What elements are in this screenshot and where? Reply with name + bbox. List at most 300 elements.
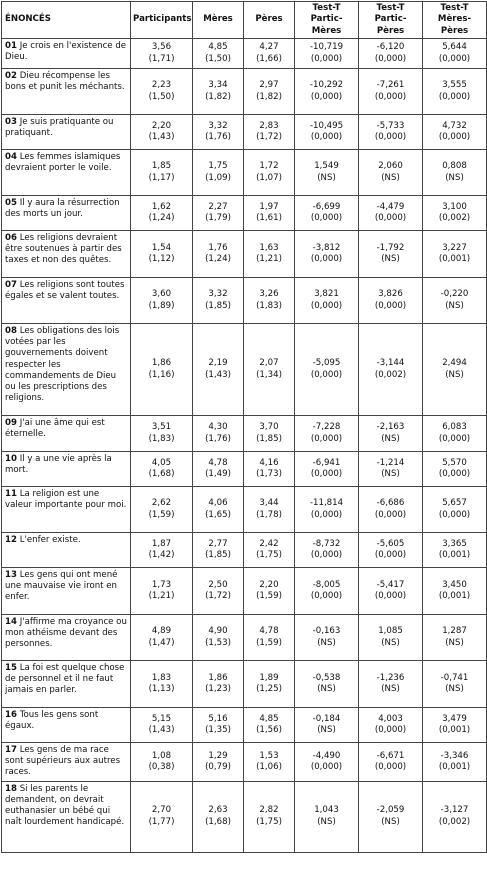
value-main: -3,144 (376, 358, 405, 369)
value-cell (359, 743, 423, 782)
column-header-line: ÉNONCÉS (5, 14, 51, 25)
value-cell (131, 150, 193, 196)
statement-number: 10 (5, 454, 17, 464)
value-main: -5,733 (376, 120, 405, 131)
value-secondary: (0,000) (438, 53, 471, 64)
column-header-line: Test-T (376, 3, 405, 14)
value-cell (423, 568, 487, 615)
value-cell (423, 69, 487, 115)
value-secondary: (0,000) (374, 300, 407, 311)
value-main: -6,686 (376, 498, 405, 509)
value-main: 4,003 (378, 713, 403, 724)
statement-cell (2, 533, 131, 568)
value-cell (423, 708, 487, 743)
value-cell (244, 452, 295, 487)
value-main: 5,15 (151, 713, 172, 724)
table-row (2, 416, 487, 452)
statement-number: 18 (5, 783, 17, 794)
value-cell (193, 615, 244, 661)
value-main: -6,941 (312, 457, 341, 468)
value-main: 2,20 (151, 120, 172, 131)
value-cell (131, 196, 193, 231)
value-main: 1,54 (151, 242, 172, 253)
statement-text: La foi est quelque chose de personnel et il ne faut jamais en parler. (5, 663, 125, 696)
statement-text: Il y a une vie après la mort. (5, 454, 112, 476)
value-secondary: (0,001) (438, 725, 471, 735)
value-secondary: (1,71) (148, 53, 175, 64)
value-main: 4,06 (208, 498, 228, 509)
value-main: 3,60 (151, 289, 172, 300)
value-secondary: (NS) (317, 816, 336, 827)
value-secondary: (0,002) (438, 213, 471, 223)
value-cell (131, 416, 193, 452)
statement-number: 14 (5, 617, 17, 627)
statement-text: Il y aura la résurrection des morts un jour. (5, 198, 120, 220)
value-main: -3,346 (440, 750, 469, 761)
value-main: 1,76 (208, 242, 228, 253)
value-secondary: (0,001) (438, 591, 471, 601)
value-secondary: (1,85) (205, 300, 231, 311)
value-cell (244, 196, 295, 231)
value-secondary: (0,000) (310, 761, 343, 772)
value-secondary: (0,000) (374, 591, 407, 601)
statement-cell (2, 781, 131, 852)
value-cell (244, 533, 295, 568)
value-secondary: (1,07) (256, 172, 282, 183)
value-secondary: (0,000) (374, 213, 407, 223)
statement-cell (2, 150, 131, 196)
value-secondary: (1,82) (205, 91, 231, 102)
value-secondary: (0,001) (438, 761, 471, 772)
value-secondary: (NS) (317, 725, 336, 735)
value-secondary: (0,000) (438, 433, 471, 444)
value-secondary: (1,68) (148, 469, 175, 479)
value-main: 1,89 (259, 672, 279, 683)
value-cell (131, 708, 193, 743)
value-secondary: (0,000) (374, 91, 407, 102)
value-cell (295, 661, 359, 708)
statement-text: L'enfer existe. (19, 535, 81, 545)
value-cell (244, 115, 295, 150)
value-secondary: (NS) (381, 172, 400, 183)
value-secondary: (NS) (381, 684, 400, 694)
value-cell (193, 661, 244, 708)
value-main: -3,127 (440, 805, 469, 816)
column-header-line: Pères (440, 25, 469, 36)
value-cell (131, 743, 193, 782)
statement-number: 05 (5, 198, 17, 208)
value-main: -1,236 (376, 672, 405, 683)
value-main: 2,83 (259, 120, 279, 131)
value-cell (131, 533, 193, 568)
statement-text: Si les parents le demandent, on devrait euthanasier un bébé qui naît lourdement handicapé. (5, 783, 125, 828)
statement-cell (2, 568, 131, 615)
value-main: 2,494 (442, 358, 467, 369)
statement-text: Les femmes islamiques devraient porter le voile. (5, 152, 121, 174)
value-secondary: (1,75) (256, 816, 282, 827)
value-secondary: (0,000) (374, 53, 407, 64)
value-cell (244, 69, 295, 115)
value-main: 3,555 (442, 80, 467, 91)
value-main: -4,490 (312, 750, 341, 761)
value-cell (295, 708, 359, 743)
value-main: -10,719 (309, 42, 344, 53)
value-cell (131, 487, 193, 533)
value-secondary: (NS) (381, 433, 400, 444)
column-header-line: Test-T (312, 3, 341, 14)
value-secondary: (1,53) (205, 637, 231, 648)
value-cell (423, 661, 487, 708)
value-secondary: (0,000) (310, 91, 343, 102)
value-main: 2,62 (151, 498, 172, 509)
value-main: 3,821 (314, 289, 339, 300)
column-header-line: Test-T (440, 3, 469, 14)
statement-cell (2, 196, 131, 231)
value-main: 1,75 (208, 161, 228, 172)
value-secondary: (1,49) (205, 469, 231, 479)
value-main: 2,42 (259, 538, 279, 549)
table-row (2, 568, 487, 615)
value-secondary: (1,35) (205, 725, 231, 735)
value-cell (423, 278, 487, 324)
value-secondary: (1,66) (256, 53, 282, 64)
value-cell (244, 278, 295, 324)
value-main: -5,417 (376, 579, 405, 590)
value-cell (131, 661, 193, 708)
value-cell (359, 150, 423, 196)
value-cell (359, 69, 423, 115)
statement-number: 08 (5, 326, 17, 336)
value-main: -3,812 (312, 242, 341, 253)
value-cell (131, 781, 193, 852)
value-main: 5,644 (442, 42, 467, 53)
value-main: 3,51 (151, 422, 172, 433)
value-cell (295, 150, 359, 196)
value-main: 3,100 (442, 201, 467, 212)
value-secondary: (1,68) (205, 816, 231, 827)
value-secondary: (1,85) (256, 433, 282, 444)
value-main: 3,56 (151, 42, 172, 53)
column-header-line: Participants (133, 14, 192, 25)
value-cell (423, 39, 487, 69)
value-main: 1,29 (208, 750, 228, 761)
value-main: -5,095 (312, 358, 341, 369)
table-row (2, 231, 487, 278)
column-header-line: Mères (203, 14, 233, 25)
value-secondary: (1,16) (148, 369, 175, 380)
value-main: 4,85 (259, 713, 279, 724)
value-main: 1,287 (442, 626, 467, 637)
value-main: 2,23 (151, 80, 172, 91)
value-main: -0,163 (312, 626, 341, 637)
value-cell (359, 533, 423, 568)
value-cell (193, 196, 244, 231)
statement-text: Je suis pratiquante ou pratiquant. (5, 117, 114, 139)
value-secondary: (0,000) (310, 469, 343, 479)
value-main: -6,671 (376, 750, 405, 761)
value-main: -8,005 (312, 579, 341, 590)
value-main: 4,85 (208, 42, 228, 53)
value-main: 3,479 (442, 713, 467, 724)
value-main: 2,07 (259, 358, 279, 369)
value-main: 1,62 (151, 201, 172, 212)
value-cell (244, 150, 295, 196)
value-secondary: (1,59) (256, 637, 282, 648)
value-cell (295, 69, 359, 115)
value-main: 4,05 (151, 457, 172, 468)
value-secondary: (0,001) (438, 550, 471, 560)
value-cell (131, 231, 193, 278)
value-cell (359, 196, 423, 231)
value-secondary: (0,000) (310, 369, 343, 380)
results-table (1, 1, 487, 853)
value-main: 1,53 (259, 750, 279, 761)
value-cell (359, 568, 423, 615)
value-main: 2,63 (208, 805, 228, 816)
statement-number: 15 (5, 663, 17, 673)
statement-text: Dieu récompense les bons et punit les méchants. (5, 71, 125, 93)
value-cell (193, 231, 244, 278)
value-cell (295, 39, 359, 69)
statement-text: Les obligations des lois votées par les gouvernements doivent respecter les commandements de Dieu ou les prescriptions des religions. (5, 326, 120, 404)
value-cell (244, 39, 295, 69)
value-secondary: (1,56) (256, 725, 282, 735)
value-main: 3,826 (378, 289, 403, 300)
value-main: -10,495 (309, 120, 344, 131)
value-cell (359, 278, 423, 324)
value-main: 4,89 (151, 626, 172, 637)
value-secondary: (NS) (445, 684, 464, 694)
value-cell (359, 615, 423, 661)
value-main: 4,732 (442, 120, 467, 131)
value-secondary: (0,002) (438, 816, 471, 827)
value-main: 6,083 (442, 422, 467, 433)
value-main: 1,86 (208, 672, 228, 683)
value-secondary: (0,000) (310, 254, 343, 264)
value-secondary: (1,06) (256, 761, 282, 772)
value-cell (295, 115, 359, 150)
value-main: 1,72 (259, 161, 279, 172)
value-main: 3,70 (259, 422, 279, 433)
value-cell (244, 487, 295, 533)
value-main: 5,657 (442, 498, 467, 509)
value-cell (423, 533, 487, 568)
value-main: 2,97 (259, 80, 279, 91)
value-secondary: (1,13) (148, 684, 175, 694)
value-main: -8,732 (312, 538, 341, 549)
value-secondary: (NS) (381, 816, 400, 827)
value-main: -6,120 (376, 42, 405, 53)
value-secondary: (0,000) (310, 550, 343, 560)
value-cell (423, 115, 487, 150)
statement-cell (2, 743, 131, 782)
value-secondary: (0,000) (310, 433, 343, 444)
value-secondary: (1,21) (256, 254, 282, 264)
value-cell (244, 615, 295, 661)
value-cell (193, 416, 244, 452)
value-secondary: (1,75) (256, 550, 282, 560)
value-main: 3,34 (208, 80, 228, 91)
value-cell (423, 781, 487, 852)
statement-cell (2, 324, 131, 416)
statement-cell (2, 39, 131, 69)
value-cell (295, 743, 359, 782)
statement-number: 12 (5, 535, 17, 545)
statement-text: J'ai une âme qui est éternelle. (5, 418, 105, 440)
table-row (2, 533, 487, 568)
value-secondary: (1,76) (205, 132, 231, 142)
value-cell (131, 278, 193, 324)
statement-text: Je crois en l'existence de Dieu. (5, 41, 127, 63)
value-secondary: (1,12) (148, 254, 175, 264)
value-main: 2,060 (378, 161, 403, 172)
value-main: -7,261 (376, 80, 405, 91)
table-row (2, 69, 487, 115)
value-secondary: (1,24) (205, 254, 231, 264)
statement-text: Les religions sont toutes égales et se valent toutes. (5, 280, 125, 302)
value-cell (359, 115, 423, 150)
value-secondary: (1,42) (148, 550, 175, 560)
table-row (2, 661, 487, 708)
value-secondary: (0,000) (374, 761, 407, 772)
value-main: -6,699 (312, 201, 341, 212)
value-secondary: (1,82) (256, 91, 282, 102)
value-cell (244, 781, 295, 852)
value-main: -0,538 (312, 672, 341, 683)
value-cell (131, 69, 193, 115)
value-secondary: (0,38) (148, 761, 175, 772)
value-secondary: (NS) (381, 637, 400, 648)
statement-number: 04 (5, 152, 17, 162)
value-cell (193, 69, 244, 115)
value-secondary: (1,59) (256, 591, 282, 601)
value-main: 2,77 (208, 538, 228, 549)
statement-text: Les gens qui ont mené une mauvaise vie iront en enfer. (5, 570, 118, 603)
statement-cell (2, 278, 131, 324)
value-main: 1,085 (378, 626, 403, 637)
value-cell (131, 615, 193, 661)
value-secondary: (NS) (381, 254, 400, 264)
value-secondary: (0,000) (438, 91, 471, 102)
value-main: -2,163 (376, 422, 405, 433)
value-main: -5,605 (376, 538, 405, 549)
value-main: 3,365 (442, 538, 467, 549)
value-cell (193, 708, 244, 743)
value-secondary: (1,78) (256, 509, 282, 520)
value-cell (295, 568, 359, 615)
table-row (2, 324, 487, 416)
value-secondary: (0,000) (438, 509, 471, 520)
statement-number: 07 (5, 280, 17, 290)
value-cell (423, 487, 487, 533)
statement-number: 17 (5, 745, 17, 755)
value-cell (423, 324, 487, 416)
value-secondary: (1,17) (148, 172, 175, 183)
table-row (2, 743, 487, 782)
value-secondary: (1,21) (148, 591, 175, 601)
value-secondary: (0,000) (310, 591, 343, 601)
value-cell (193, 324, 244, 416)
value-main: 3,32 (208, 289, 228, 300)
table-row (2, 452, 487, 487)
value-cell (423, 196, 487, 231)
value-cell (423, 150, 487, 196)
value-secondary: (1,61) (256, 213, 282, 223)
value-main: 4,16 (259, 457, 279, 468)
value-secondary: (NS) (445, 172, 464, 183)
value-cell (193, 533, 244, 568)
value-secondary: (1,47) (148, 637, 175, 648)
value-cell (295, 781, 359, 852)
value-secondary: (0,000) (374, 132, 407, 142)
value-cell (193, 743, 244, 782)
value-main: 4,78 (208, 457, 228, 468)
value-main: 4,90 (208, 626, 228, 637)
value-cell (131, 568, 193, 615)
value-secondary: (1,83) (256, 300, 282, 311)
value-main: 3,32 (208, 120, 228, 131)
value-main: 5,570 (442, 457, 467, 468)
value-main: 1,86 (151, 358, 172, 369)
value-main: -1,214 (376, 457, 405, 468)
value-cell (193, 278, 244, 324)
value-main: 3,44 (259, 498, 279, 509)
value-secondary: (1,72) (205, 591, 231, 601)
value-main: 1,85 (151, 161, 172, 172)
statement-text: Les religions devraient être soutenues à partir des taxes et non des quêtes. (5, 233, 122, 266)
value-secondary: (0,000) (438, 469, 471, 479)
column-header (244, 2, 295, 39)
column-header (193, 2, 244, 39)
column-header-statements (2, 2, 131, 39)
column-header-line: Partic- (310, 14, 343, 25)
value-main: -7,228 (312, 422, 341, 433)
value-cell (359, 39, 423, 69)
value-secondary: (1,77) (148, 816, 175, 827)
value-secondary: (0,79) (205, 761, 231, 772)
column-header (423, 2, 487, 39)
value-cell (359, 231, 423, 278)
statement-cell (2, 708, 131, 743)
value-secondary: (0,001) (438, 254, 471, 264)
value-secondary: (1,85) (205, 550, 231, 560)
value-secondary: (1,34) (256, 369, 282, 380)
value-secondary: (0,002) (374, 369, 407, 380)
table-row (2, 487, 487, 533)
value-cell (359, 781, 423, 852)
value-secondary: (1,73) (256, 469, 282, 479)
value-main: 4,27 (259, 42, 279, 53)
value-main: 2,19 (208, 358, 228, 369)
value-secondary: (1,79) (205, 213, 231, 223)
value-cell (423, 452, 487, 487)
table-row (2, 115, 487, 150)
value-cell (244, 231, 295, 278)
value-main: 3,227 (442, 242, 467, 253)
table-row (2, 39, 487, 69)
statement-number: 16 (5, 710, 17, 720)
value-main: 1,73 (151, 579, 172, 590)
value-secondary: (0,000) (374, 725, 407, 735)
value-main: 1,97 (259, 201, 279, 212)
value-main: 1,08 (151, 750, 172, 761)
value-main: 3,26 (259, 289, 279, 300)
value-main: 0,808 (442, 161, 467, 172)
value-cell (359, 708, 423, 743)
column-header-line: Pères (376, 25, 405, 36)
value-cell (359, 416, 423, 452)
value-secondary: (1,89) (148, 300, 175, 311)
